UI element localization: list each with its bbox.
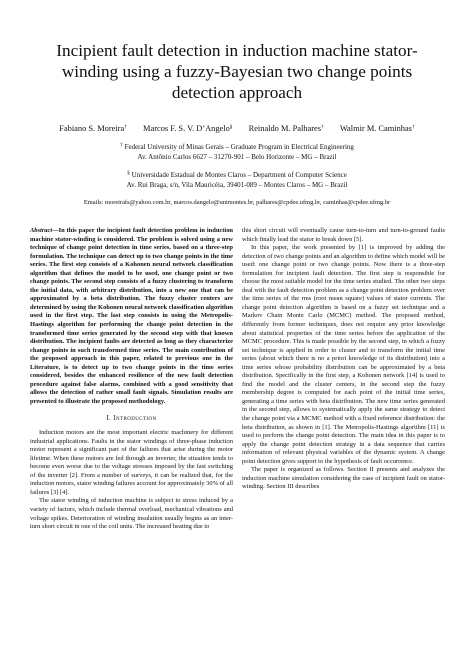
body-paragraph: In this paper, the work presented by [1] is improved by adding the detection of two change points and an algorithm to define which model will be used: one change point or two change points. Now there is a three-step formulation for incipient fault detection. The first step is responsible for choose the most suitable model for the time series studied. The other two steps deal with the fault detection problem as a change point detection problem over the time series of the rms (root mean square) values of stator currents. The change point detection algorithm is based on a fuzzy set technique and a Markov Chain Monte Carlo (MCMC) method. The proposed method, differently from former techniques, does not require any prior knowledge about statistical properties of the time series before the application of the MCMC procedure. This is made possible by the second step, in which a fuzzy set technique is applied in order to cluster and to transform the initial time series (about which there is no a priori knowledge of its distribution) into a time series whose probability distribution can be approximated by a beta distribution. Specifically in the first step, a Kohonen network [14] is used to find the model and the cluster centers, in the second step the fuzzy membership degree is computed for each point of the initial time series, generating a time series with beta distribution. The new time series generated in the second step, allows to systematically apply the same strategy to detect the change point via a MCMC method with a fixed reference distribution: the beta distribution, as shown in [1]. The Metropolis-Hastings algorithm [11] is used to perform the change point detection. The main idea in this paper is to apply the change point detection strategy in a data sequence that carries information of relevant physical variables of the dynamic system. A change point detection gives support to the hypothesis of fault occurrence.	[242, 244, 445, 465]
author: Marcos F. S. V. D’Angelo§	[143, 124, 233, 133]
author-emails: Emails: moreirafs@yahoo.com.br, marcos.dangelo@unimontes.br, palhares@cpdee.ufmg.br, caminhas@cpdee.ufmg.br	[83, 199, 391, 206]
intro-paragraph: The stator winding of induction machine is subject to stress induced by a variety of factors, which include thermal overload, mechanical vibrations and voltage spikes. Deterioration of winding insulation usually begins as an inter-turn short circuit in one of the coil units. The increased heating due to	[30, 497, 233, 531]
section-heading-introduction: I. Introduction	[106, 415, 157, 423]
author: Reinaldo M. Palhares†	[248, 124, 324, 133]
intro-paragraph: Induction motors are the most important electric machinery for different industrial applications. Faults in the stator windings of three-phase induction motor represent a significant part of the failures that arise during the motor lifetime. When these motors are fed through an inverter, the situation tends to become even worse due to the voltage stresses imposed by the fast switching of the inverter [2]. From a number of surveys, it can be realized that, for the induction motors, stator winding failures account for approximately 30% of all failures [3] [4].	[30, 429, 233, 496]
paper-title: Incipient fault detection in induction machine stator-winding using a fuzzy-Bayesian two change points detection approach	[56, 41, 418, 102]
author: Walmir M. Caminhas†	[339, 124, 415, 133]
author: Fabiano S. Moreira†	[59, 124, 127, 133]
affiliation-unimontes: § Universidade Estadual de Montes Claros – Department of Computer Science Av. Rui Braga, s/n, Vila Mauricéia, 39401-089 – Montes Claros – MG – Brazil	[126, 170, 348, 189]
abstract-label: Abstract	[30, 227, 53, 234]
body-paragraph: this short circuit will eventually cause turn-to-turn and turn-to-ground faults which finally lead the stator to break down [5].	[242, 227, 445, 243]
author-list	[20, 124, 454, 133]
right-column	[242, 227, 445, 492]
affiliation-federal-university: † Federal University of Minas Gerais – Graduate Program in Electrical Engineering Av. Antônio Carlos 6627 – 31270-901 – Belo Horizonte – MG – Brazil	[120, 142, 354, 161]
abstract-text: —In this paper the incipient fault detection problem in induction machine stator-winding is considered. The problem is solved using a new technique of change point detection in time series, based on a three-step formulation. The technique can detect up to two change points in the time series. The first step consists of a Kohonen neural network classification algorithm that defines the model to be used, one change point or two change points. The second step consists of a fuzzy clustering to transform the initial data, with arbitrary distribution, into a new one that can be approximated by a beta distribution. The fuzzy cluster centers are determined by using the Kohonen neural network classification algorithm used in the first step. The last step consists in using the Metropolis-Hastings algorithm for performing the change point detection in the transformed time series generated by the second step with that known distribution. The incipient faults are detected as long as they characterize change points in such transformed time series. The main contribution of the proposed approach in this paper, related to previous one in the Literature, is to detect up to two change points in the time series considered, besides the enhanced resilience of the new fault detection procedure against false alarms, combined with a good sensitivity that allows the detection of rather small fault signals. Simulation results are presented to illustrate the proposed methodology.	[30, 227, 233, 405]
left-column	[30, 227, 233, 532]
abstract	[30, 227, 233, 406]
body-paragraph: The paper is organized as follows. Section II presents and analyzes the induction machine simulation considering the case of incipient fault on stator-winding. Section III describes	[242, 466, 445, 491]
